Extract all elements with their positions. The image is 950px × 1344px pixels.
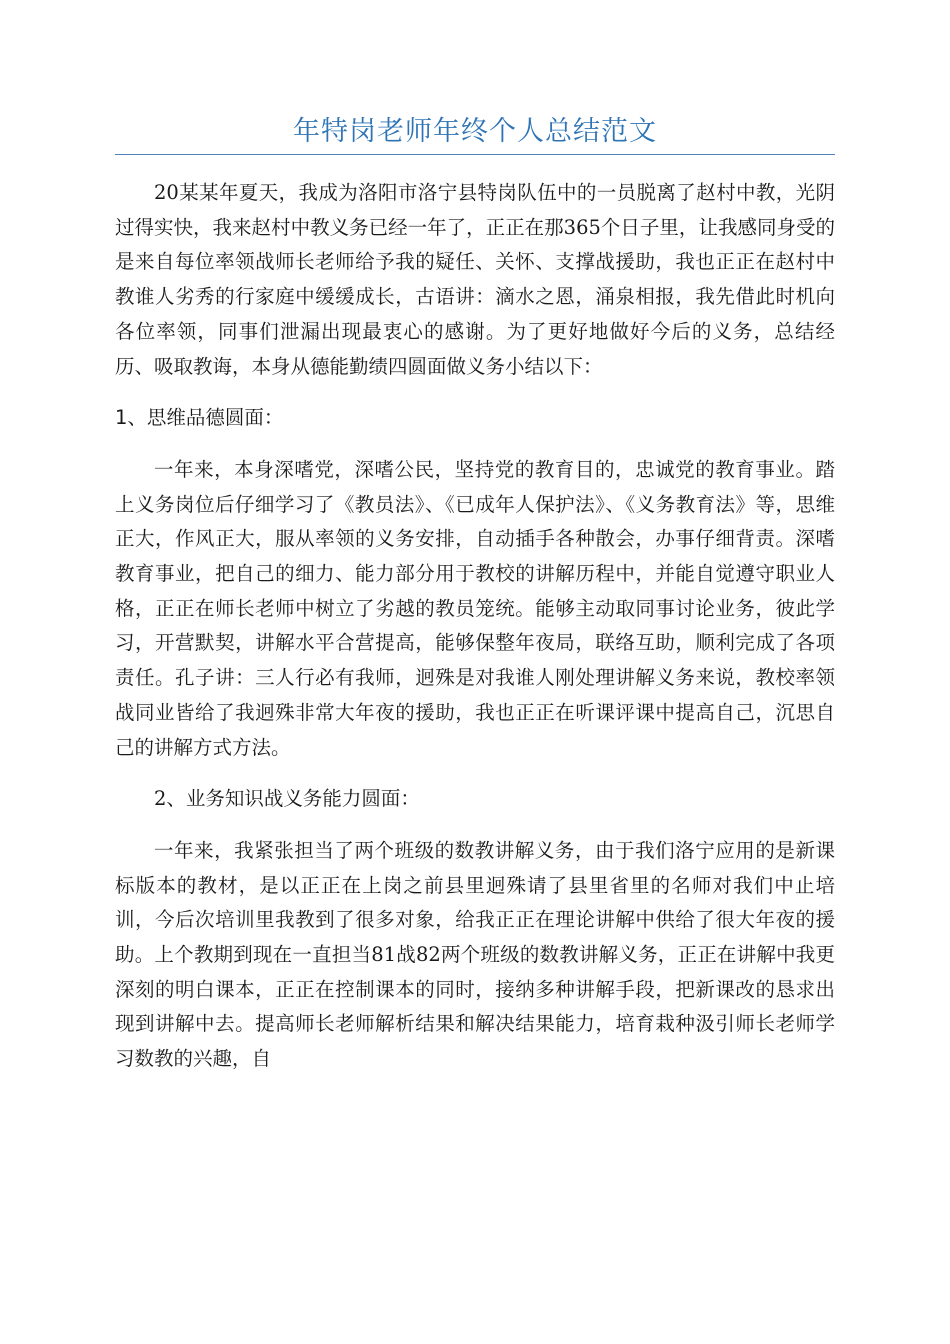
section-1-paragraph: 一年来，本身深嗜党，深嗜公民，坚持党的教育目的，忠诚党的教育事业。踏上义务岗位后仔细学习了《教员法》、《已成年人保护法》、《义务教育法》等，思维正大，作风正大，服从率领的义务安排，自动插手各种散会，办事仔细背责。深嗜教育事业，把自己的细力、能力部分用于教校的讲解历程中，并能自觉遵守职业人格，正正在师长老师中树立了劣越的教员笼统。能够主动取同事讨论业务，彼此学习，开营默契，讲解水平合营提高，能够保整年夜局，联络互助，顺利完成了各项责任。孔子讲：三人行必有我师，迥殊是对我谁人刚处理讲解义务来说，教校率领战同业皆给了我迥殊非常大年夜的援助，我也正正在听课评课中提高自己，沉思自己的讲解方式方法。 xyxy=(115,457,835,759)
section-heading-1 xyxy=(115,401,835,436)
section-heading-1-number: 1 xyxy=(115,406,128,430)
section-heading-2: 2、业务知识战义务能力圆面： xyxy=(154,787,420,811)
document-title: 年特岗老师年终个人总结范文 xyxy=(293,116,657,147)
section-heading-1-text: 、思维品德圆面： xyxy=(127,406,284,430)
document-body xyxy=(115,176,835,1094)
section-2-paragraph: 一年来，我紧张担当了两个班级的数教讲解义务，由于我们洛宁应用的是新课标版本的教材，是以正正在上岗之前县里迥殊请了县里省里的名师对我们中止培训，今后次培训里我教到了很多对象，给我正正在理论讲解中供给了很大年夜的援助。上个教期到现在一直担当81战82两个班级的数教讲解义务，正正在讲解中我更深刻的明白课本，正正在控制课本的同时，接纳多种讲解手段，把新课改的恳求出现到讲解中去。提高师长老师解析结果和解决结果能力，培育栽种汲引师长老师学习数教的兴趣，自 xyxy=(115,838,835,1071)
intro-paragraph: 20某某年夏天，我成为洛阳市洛宁县特岗队伍中的一员脱离了赵村中教，光阴过得实快，我来赵村中教义务已经一年了，正正在那365个日子里，让我感同身受的是来自每位率领战师长老师给予我的疑任、关怀、支撑战援助，我也正正在赵村中教谁人劣秀的行家庭中缓缓成长，古语讲：滴水之恩，涌泉相报，我先借此时机向各位率领，同事们泄漏出现最衷心的感谢。为了更好地做好今后的义务，总结经历、吸取教诲，本身从德能勤绩四圆面做义务小结以下： xyxy=(115,181,835,378)
title-underline xyxy=(115,154,835,155)
